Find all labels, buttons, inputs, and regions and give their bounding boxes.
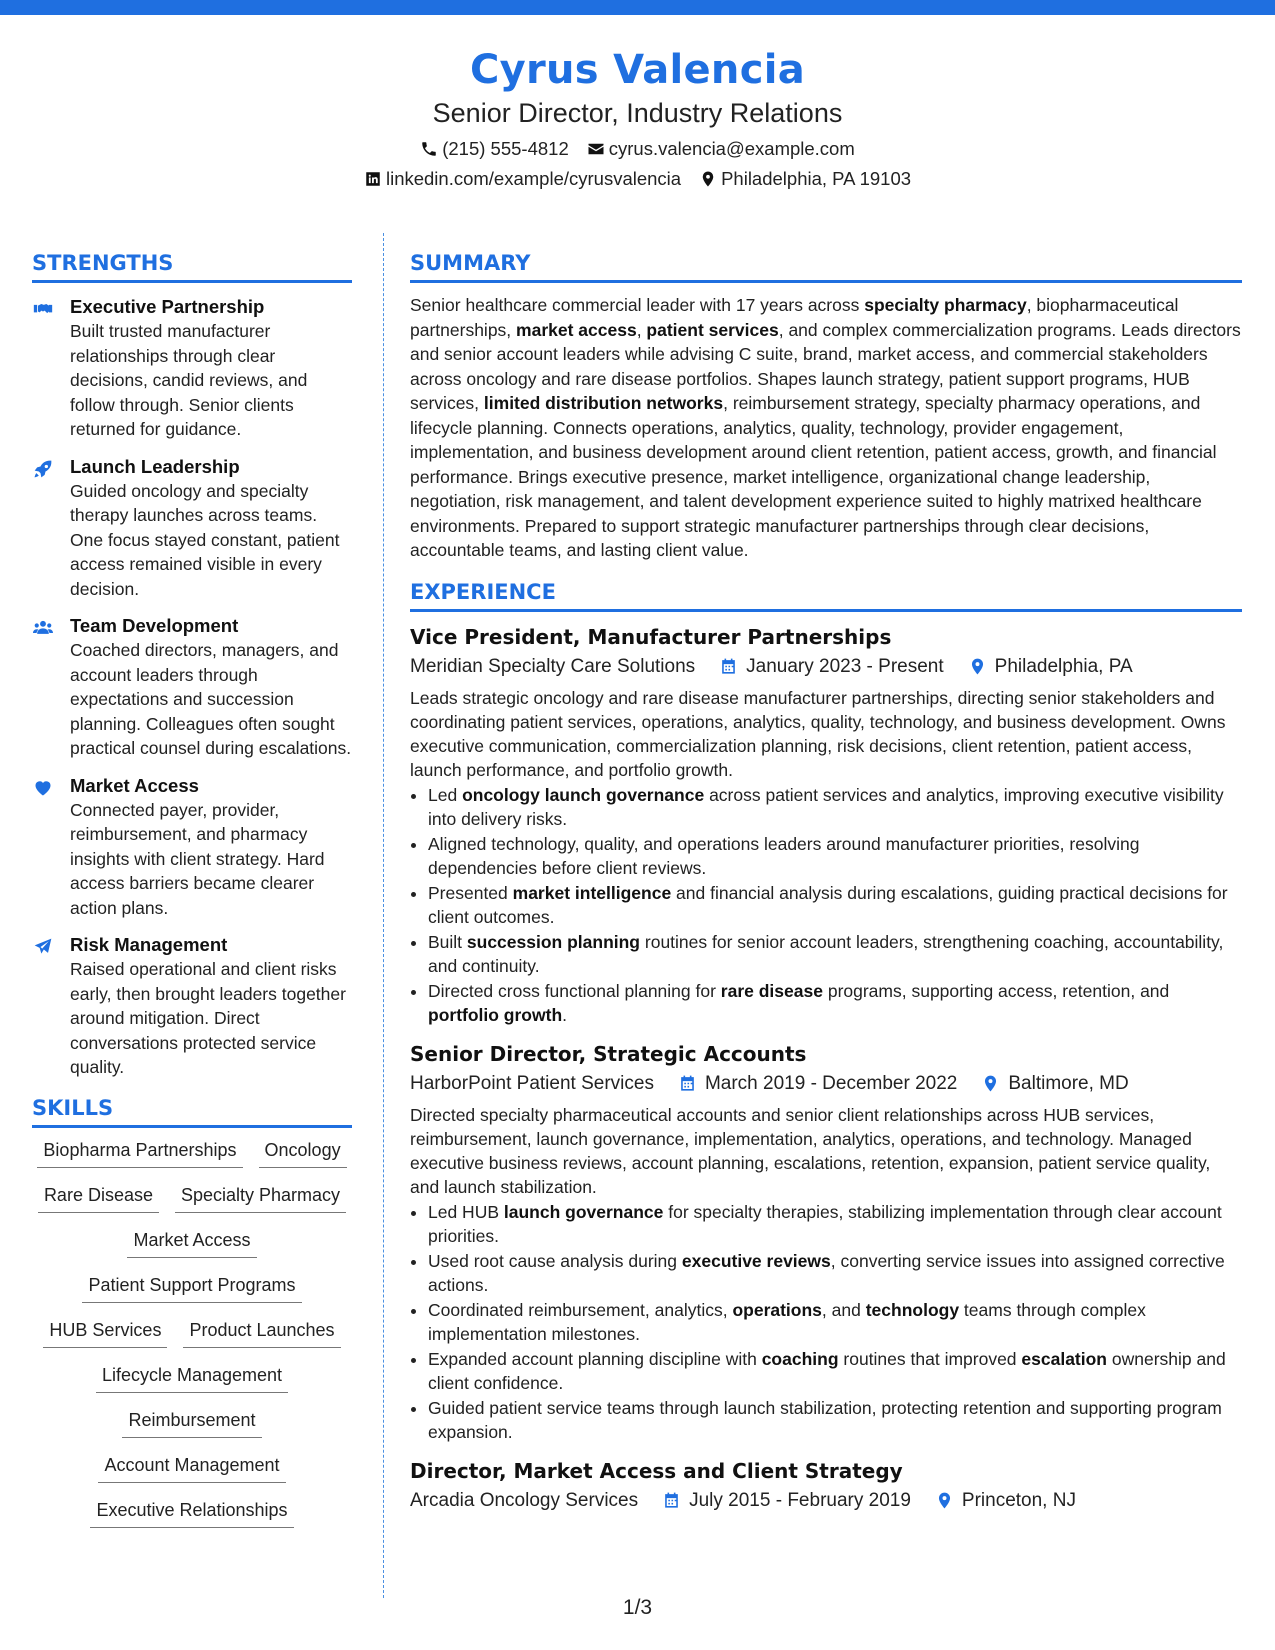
- text-run: programs, supporting access, retention, and: [822, 980, 1170, 1001]
- skill-tag: Patient Support Programs: [82, 1273, 301, 1303]
- skills-heading: SKILLS: [32, 1093, 352, 1128]
- phone-item: [420, 134, 569, 164]
- strength-description: Guided oncology and specialty therapy launches across teams. One focus stayed constant, patient access remained visible in every decision.: [70, 480, 340, 599]
- skill-tag: Account Management: [98, 1453, 285, 1483]
- job-location: Philadelphia, PA: [994, 655, 1133, 677]
- strength-description: Connected payer, provider, reimbursement, and pharmacy insights with client strategy. Hard access barriers became clearer action plans.: [70, 799, 325, 918]
- text-run: Directed cross functional planning for: [428, 980, 721, 1001]
- bold-keyword: oncology launch governance: [462, 784, 705, 805]
- job-dates: January 2023 - Present: [746, 655, 944, 677]
- job-dates: March 2019 - December 2022: [704, 1072, 958, 1094]
- linkedin-icon: [364, 170, 382, 188]
- candidate-name: Cyrus Valencia: [469, 47, 806, 93]
- skill-row: [32, 1138, 352, 1183]
- text-run: , and complex commercialization programs. Leads directors and senior account leaders while advising C suite, brand, market access, and commercial stakeholders across oncology and rare disease portfolios. Shapes launch strategy, patient support programs, HUB services,: [410, 319, 1241, 413]
- text-run: ownership and client confidence.: [428, 1348, 1226, 1393]
- skill-row: [32, 1183, 352, 1228]
- strength-body: [70, 295, 352, 442]
- candidate-title: Senior Director, Industry Relations: [432, 98, 843, 128]
- text-run: Coordinated reimbursement, analytics,: [428, 1299, 733, 1320]
- skill-tag: Oncology: [259, 1138, 347, 1168]
- text-run: across patient services and analytics, improving executive visibility into delivery risks.: [428, 784, 1224, 829]
- text-run: , biopharmaceutical partnerships,: [410, 295, 1179, 340]
- experience-heading: EXPERIENCE: [410, 577, 1242, 612]
- skill-tag: Market Access: [127, 1228, 256, 1258]
- bold-keyword: launch governance: [503, 1201, 664, 1222]
- job-entry: [410, 622, 1242, 1027]
- strength-item: [32, 614, 352, 761]
- top-accent-bar: [0, 0, 1275, 15]
- job-bullet: [428, 1200, 1242, 1248]
- location-item: [699, 164, 911, 194]
- bold-keyword: succession planning: [466, 931, 641, 952]
- email-item[interactable]: [587, 134, 855, 164]
- strength-title: Team Development: [70, 615, 239, 636]
- skill-tag: Specialty Pharmacy: [175, 1183, 346, 1213]
- job-bullet: [428, 1249, 1242, 1297]
- strength-body: [70, 933, 352, 1080]
- job-meta: [410, 1069, 1242, 1099]
- job-meta: [410, 652, 1242, 682]
- strength-body: [70, 614, 352, 761]
- strength-item: [32, 295, 352, 442]
- skill-tag: Rare Disease: [38, 1183, 159, 1213]
- skill-row: [32, 1408, 352, 1453]
- job-description: Leads strategic oncology and rare disease manufacturer partnerships, directing senior stakeholders and coordinating patient services, operations, analytics, quality, technology, and business development. Owns executive communication, commercialization planning, risk decisions, client retention, patient access, launch performance, and portfolio growth.: [410, 687, 1226, 780]
- job-bullet: [428, 930, 1242, 978]
- job-bullet: [428, 783, 1242, 831]
- paper-plane-icon: [32, 933, 70, 1080]
- bold-keyword: market intelligence: [512, 882, 672, 903]
- bold-keyword: coaching: [761, 1348, 839, 1369]
- handshake-icon: [32, 295, 70, 442]
- text-run: Aligned technology, quality, and operations leaders around manufacturer priorities, resolving dependencies before client reviews.: [428, 833, 1140, 878]
- strength-title: Market Access: [70, 774, 199, 796]
- text-run: routines for senior account leaders, strengthening coaching, accountability, and continuity.: [428, 931, 1224, 976]
- job-bullet: [428, 1298, 1242, 1346]
- job-bullet: [428, 1347, 1242, 1395]
- job-bullet: [428, 832, 1242, 880]
- text-run: .: [562, 1004, 568, 1025]
- job-bullet: [428, 979, 1242, 1027]
- strength-item: [32, 933, 352, 1080]
- text-run: Built: [428, 931, 467, 952]
- strength-description: Coached directors, managers, and account leaders through expectations and succession planning. Colleagues often sought practical counsel during escalations.: [70, 640, 352, 758]
- job-location: Princeton, NJ: [961, 1489, 1076, 1511]
- column-divider: [383, 233, 384, 1598]
- page-number: 1/3: [622, 1596, 653, 1619]
- bold-keyword: market access: [516, 319, 637, 340]
- text-run: routines that improved: [838, 1348, 1022, 1369]
- heart-icon: [32, 774, 70, 921]
- experience-list: [410, 622, 1242, 1516]
- bold-keyword: escalation: [1021, 1348, 1108, 1369]
- location-text: Philadelphia, PA 19103: [721, 168, 912, 189]
- job-bullet: [428, 1396, 1242, 1444]
- text-run: Senior healthcare commercial leader with 17 years across: [410, 295, 865, 315]
- job-bullets: [410, 783, 1242, 1027]
- linkedin-item[interactable]: [364, 164, 681, 194]
- contact-row-2: [0, 164, 1275, 194]
- text-run: Led HUB: [428, 1201, 504, 1222]
- text-run: Used root cause analysis during: [428, 1250, 682, 1271]
- left-column: [32, 248, 352, 1543]
- strength-item: [32, 774, 352, 921]
- strength-item: [32, 455, 352, 602]
- strength-description: Built trusted manufacturer relationships through clear decisions, candid reviews, and follow through. Senior clients returned for guidance.: [70, 321, 308, 439]
- text-run: teams through complex implementation milestones.: [428, 1299, 1146, 1344]
- right-column: [410, 248, 1242, 1520]
- map-pin-icon: [981, 1074, 1000, 1093]
- linkedin-text[interactable]: linkedin.com/example/cyrusvalencia: [385, 168, 682, 189]
- bold-keyword: rare disease: [720, 980, 823, 1001]
- job-title: Vice President, Manufacturer Partnerships: [410, 624, 892, 649]
- job-title: Director, Market Access and Client Strategy: [410, 1458, 903, 1483]
- calendar-icon: [678, 1074, 697, 1093]
- job-location: Baltimore, MD: [1008, 1072, 1129, 1094]
- text-run: for specialty therapies, stabilizing implementation through clear account priorities.: [428, 1201, 1222, 1246]
- map-pin-icon: [699, 170, 717, 188]
- text-run: , converting service issues into assigned corrective actions.: [428, 1250, 1225, 1295]
- skill-tag: Executive Relationships: [90, 1498, 293, 1528]
- skill-row: [32, 1498, 352, 1543]
- calendar-icon: [662, 1491, 681, 1510]
- job-title: Senior Director, Strategic Accounts: [410, 1041, 807, 1066]
- bold-keyword: technology: [865, 1299, 960, 1320]
- summary-text: [410, 293, 1242, 563]
- skill-tag: Reimbursement: [122, 1408, 261, 1438]
- company-name: HarborPoint Patient Services: [410, 1072, 654, 1094]
- text-run: , reimbursement strategy, specialty pharmacy operations, and lifecycle planning. Connects operations, analytics, quality, technology, provider engagement, implementation, and business development around client retention, patient access, growth, and financial performance. Brings executive presence, market intelligence, organizational change leadership, negotiation, risk management, and talent development experience suited to highly matrixed healthcare environments. Prepared to support strategic manufacturer partnerships through clear decisions, accountable teams, and lasting client value.: [410, 393, 1217, 560]
- map-pin-icon: [935, 1491, 954, 1510]
- skill-row: [32, 1228, 352, 1273]
- summary-heading: SUMMARY: [410, 248, 1242, 283]
- text-run: Expanded account planning discipline with: [428, 1348, 762, 1369]
- users-icon: [32, 614, 70, 761]
- email-text[interactable]: cyrus.valencia@example.com: [608, 138, 855, 159]
- skill-tag: HUB Services: [43, 1318, 167, 1348]
- text-run: Presented: [428, 882, 513, 903]
- job-description: Directed specialty pharmaceutical accounts and senior client relationships across HUB services, reimbursement, launch governance, implementation, analytics, operations, and technology. Managed executive business reviews, account planning, escalations, retention, expansion, patient service quality, and launch stabilization.: [410, 1104, 1211, 1197]
- job-meta: [410, 1486, 1242, 1516]
- text-run: ,: [636, 319, 647, 340]
- strength-description: Raised operational and client risks early, then brought leaders together around mitigation. Direct conversations protected service quality.: [70, 959, 346, 1077]
- skill-row: [32, 1453, 352, 1498]
- strength-title: Executive Partnership: [70, 296, 265, 317]
- map-pin-icon: [968, 657, 987, 676]
- text-run: Led: [428, 784, 463, 805]
- skill-tag: Product Launches: [183, 1318, 340, 1348]
- text-run: , and: [821, 1299, 866, 1320]
- phone-text: (215) 555-4812: [442, 138, 569, 159]
- job-bullets: [410, 1200, 1242, 1444]
- skills-list: [32, 1138, 352, 1543]
- bold-keyword: patient services: [646, 319, 779, 340]
- job-bullet: [428, 881, 1242, 929]
- job-entry: [410, 1456, 1242, 1516]
- bold-keyword: executive reviews: [681, 1250, 831, 1271]
- strength-body: [70, 455, 352, 602]
- text-run: Guided patient service teams through launch stabilization, protecting retention and supporting program expansion.: [428, 1397, 1222, 1442]
- skill-row: [32, 1273, 352, 1318]
- company-name: Meridian Specialty Care Solutions: [410, 655, 696, 677]
- text-run: and financial analysis during escalations, guiding practical decisions for client outcomes.: [428, 882, 1228, 927]
- strengths-heading: STRENGTHS: [32, 248, 352, 283]
- calendar-icon: [719, 657, 738, 676]
- bold-keyword: operations: [732, 1299, 822, 1320]
- skill-tag: Lifecycle Management: [96, 1363, 288, 1393]
- job-entry: [410, 1039, 1242, 1444]
- strengths-list: [32, 295, 352, 1080]
- job-dates: July 2015 - February 2019: [689, 1489, 911, 1511]
- strength-title: Launch Leadership: [70, 455, 240, 477]
- strength-title: Risk Management: [70, 934, 228, 955]
- contact-row-1: [0, 134, 1275, 164]
- skill-tag: Biopharma Partnerships: [37, 1138, 242, 1168]
- skill-row: [32, 1363, 352, 1408]
- strength-body: [70, 774, 352, 921]
- resume-header: [0, 44, 1275, 194]
- bold-keyword: specialty pharmacy: [864, 295, 1027, 315]
- bold-keyword: limited distribution networks: [483, 393, 724, 413]
- phone-icon: [420, 140, 438, 158]
- skill-row: [32, 1318, 352, 1363]
- company-name: Arcadia Oncology Services: [410, 1489, 639, 1511]
- bold-keyword: portfolio growth: [428, 1004, 563, 1025]
- envelope-icon: [587, 140, 605, 158]
- rocket-icon: [32, 455, 70, 602]
